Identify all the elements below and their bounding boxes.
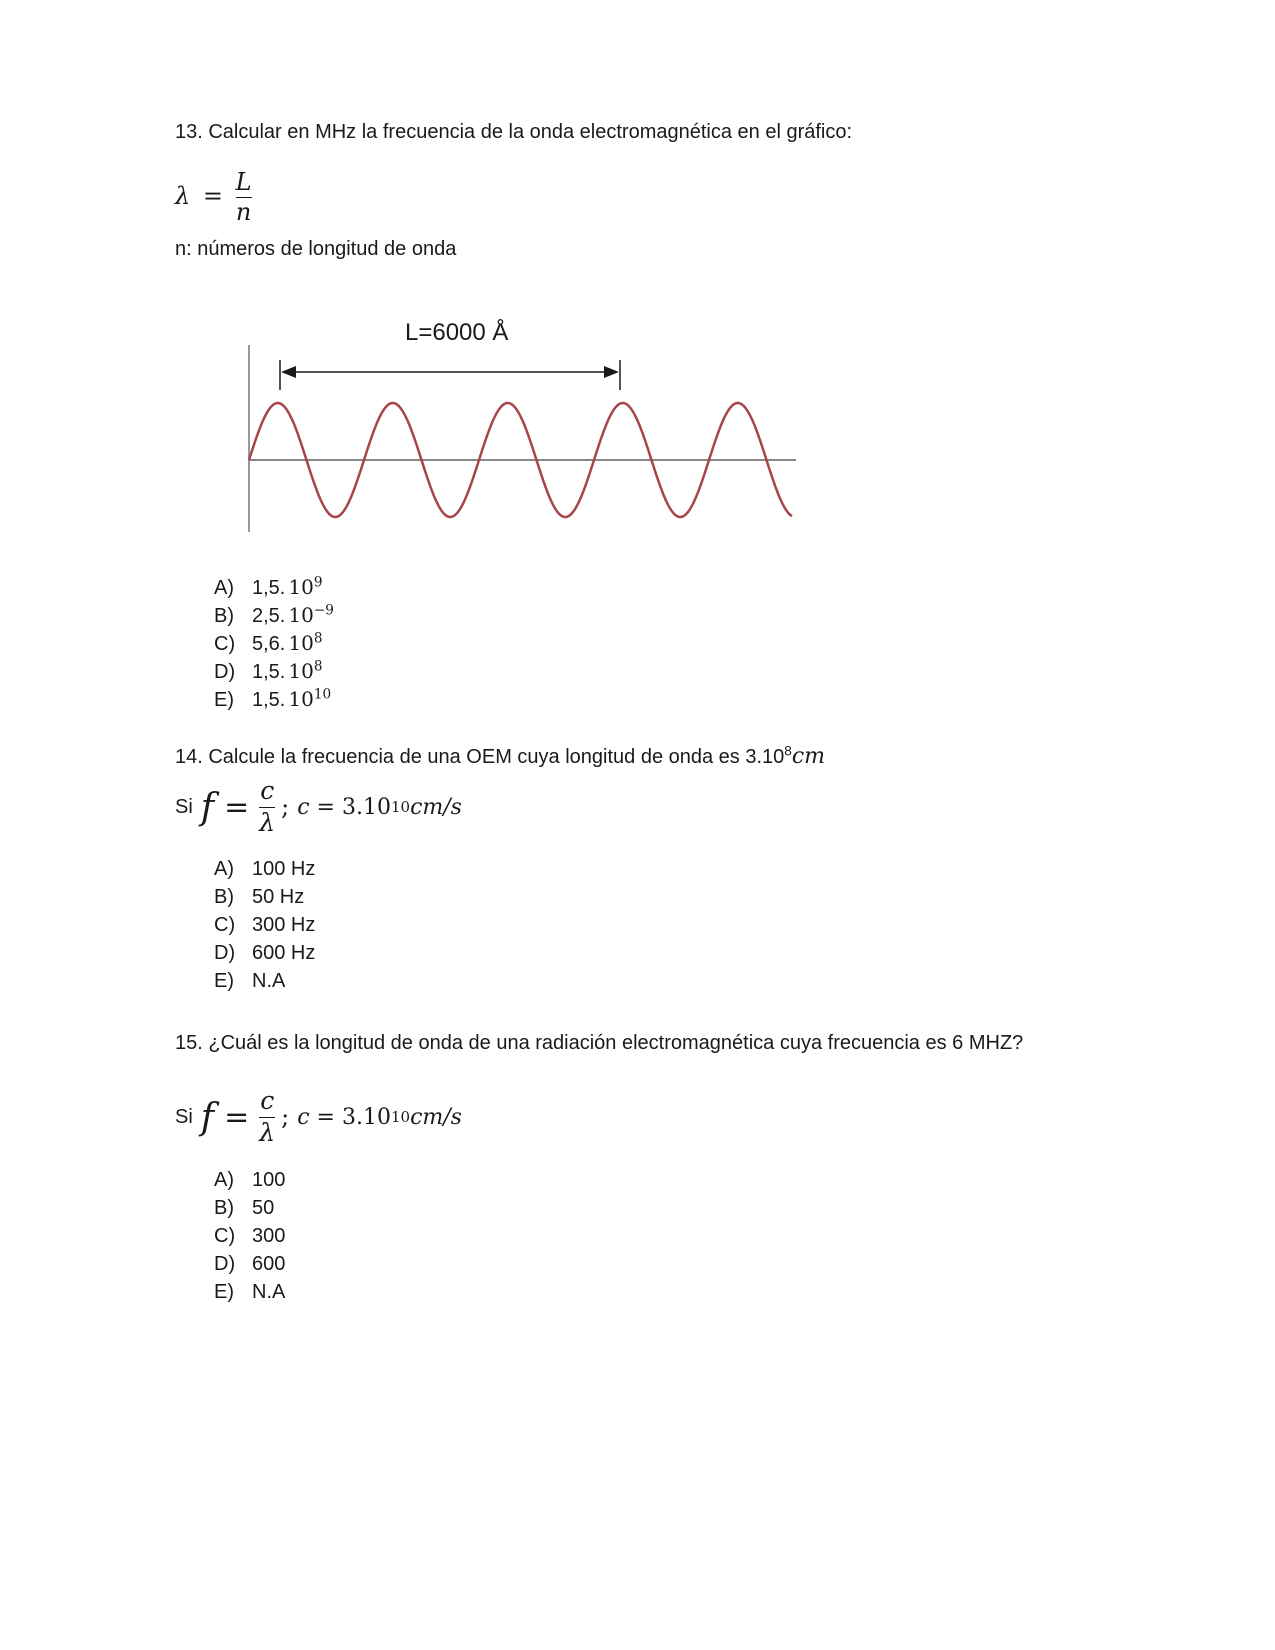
q15-option-d[interactable]: D) 600 [214, 1253, 286, 1275]
q13-option-b[interactable]: B) 2,5. $10^{-9}$ [214, 602, 334, 627]
lambda-symbol: λ [175, 182, 191, 211]
q14-option-c[interactable]: C) 300 Hz [214, 914, 316, 936]
q14-option-d[interactable]: D) 600 Hz [214, 942, 316, 964]
q15-option-a[interactable]: A) 100 [214, 1169, 286, 1191]
q13-option-d[interactable]: D) 1,5. $10^8$ [214, 658, 323, 683]
q14-title: 14. Calcule la frecuencia de una OEM cuya longitud de onda es 3.10$^8$cm [175, 743, 826, 769]
q13-title: 13. Calcular en MHz la frecuencia de la onda electromagnética en el gráfico: [175, 121, 853, 143]
q15-option-b[interactable]: B) 50 [214, 1197, 275, 1219]
q13-option-e[interactable]: E) 1,5. $10^{10}$ [214, 686, 332, 711]
q14-formula: Si f = $\frac{c}{\lambda}$ ; c = 3.10 10 cm/s [175, 776, 462, 837]
fraction-c-over-lambda: $\frac{c}{\lambda}$ [259, 776, 276, 837]
wave-length-label: L=6000 Å [405, 319, 509, 346]
q14-option-b[interactable]: B) 50 Hz [214, 886, 305, 908]
equals-sign: = [202, 182, 223, 211]
numerator-l: L [235, 168, 252, 196]
q13-note: n: números de longitud de onda [175, 238, 457, 260]
arrow-left-head [281, 366, 296, 378]
q15-title: 15. ¿Cuál es la longitud de onda de una radiación electromagnética cuya frecuencia es 6 MHZ? [175, 1032, 1024, 1054]
q15-option-e[interactable]: E) N.A [214, 1281, 286, 1303]
fraction-c-over-lambda: $\frac{c}{\lambda}$ [259, 1086, 276, 1147]
q15-option-c[interactable]: C) 300 [214, 1225, 286, 1247]
q14-option-a[interactable]: A) 100 Hz [214, 858, 316, 880]
denominator-n: n [235, 198, 252, 227]
arrow-right-head [604, 366, 619, 378]
q13-option-c[interactable]: C) 5,6. $10^8$ [214, 630, 323, 655]
q15-formula: Si f = $\frac{c}{\lambda}$ ; c = 3.10 10 cm/s [175, 1086, 462, 1147]
q14-option-e[interactable]: E) N.A [214, 970, 286, 992]
q13-option-a[interactable]: A) 1,5. $10^9$ [214, 574, 323, 599]
